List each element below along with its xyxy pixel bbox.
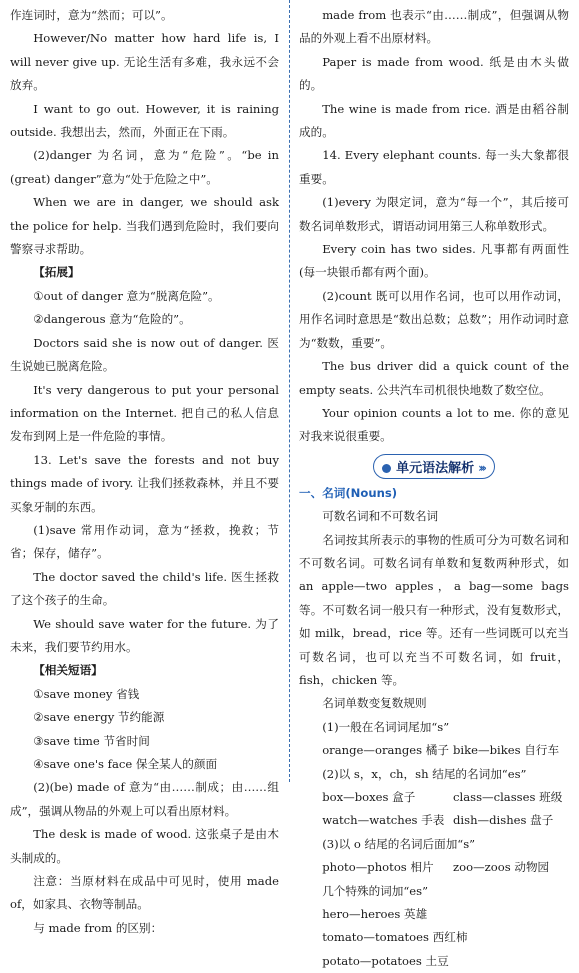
example-right: bike—bikes 自行车 bbox=[453, 743, 560, 758]
expand-heading: 【拓展】 bbox=[33, 265, 80, 280]
para: It's very dangerous to put your personal information on the Internet. 把自己的私人信息发布到网上是一件危险的事情。 bbox=[10, 382, 279, 444]
example-left: orange—oranges 橘子 bbox=[322, 743, 449, 758]
phrase-item: ④save one's face 保全某人的颜面 bbox=[33, 757, 218, 771]
grammar-banner-row bbox=[299, 449, 569, 482]
para: 作连词时，意为“然而；可以”。 bbox=[10, 8, 173, 22]
column-divider bbox=[289, 0, 290, 782]
para: (1)every 为限定词，意为“每一个”，其后接可数名词单数形式，谓语动词用第三人称单数形式。 bbox=[299, 195, 569, 233]
para: 可数名词和不可数名词 bbox=[322, 509, 439, 524]
para: ①out of danger 意为“脱离危险”。 bbox=[33, 288, 220, 303]
example-right: class—classes 班级 bbox=[453, 790, 563, 804]
example-line: hero—heroes 英雄 bbox=[322, 907, 428, 922]
para: However/No matter how hard life is, I will never give up. 无论生活有多难，我永远不会放弃。 bbox=[10, 31, 279, 93]
example-right: dish—dishes 盘子 bbox=[453, 813, 554, 828]
left-column bbox=[10, 4, 279, 940]
para: The bus driver did a quick count of the empty seats. 公共汽车司机很快地数了数空位。 bbox=[299, 359, 569, 397]
para: 13. Let's save the forests and not buy things made of ivory. 让我们拯救森林，并且不要买象牙制的东西。 bbox=[10, 452, 279, 514]
para: We should save water for the future. 为了未来，我们要节约用水。 bbox=[10, 616, 279, 654]
rule-line: (2)以 s，x，ch，sh 结尾的名词加“es” bbox=[322, 766, 527, 781]
phrase-item: ③save time 节省时间 bbox=[33, 733, 150, 748]
para: 14. Every elephant counts. 每一头大象都很重要。 bbox=[299, 148, 569, 186]
example-pair bbox=[299, 856, 569, 879]
para: (2)count 既可以用作名词，也可以用作动词，用作名词时意思是“数出总数；总数”；用作动词时意为“数数，重要”。 bbox=[299, 288, 569, 350]
double-chevron-right-icon: ››› bbox=[478, 460, 484, 475]
para: The desk is made of wood. 这张桌子是由木头制成的。 bbox=[10, 827, 279, 865]
para: I want to go out. However, it is raining outside. 我想出去，然而，外面正在下雨。 bbox=[10, 101, 279, 140]
example-left: box—boxes 盒子 bbox=[322, 790, 416, 804]
example-pair bbox=[299, 786, 569, 809]
para: The wine is made from rice. 酒是由稻谷制成的。 bbox=[299, 101, 569, 140]
grammar-banner bbox=[373, 454, 495, 479]
para: 名词单数变复数规则 bbox=[322, 696, 427, 711]
para: (1)一般在名词词尾加“s” bbox=[322, 719, 450, 734]
example-line: potato—potatoes 土豆 bbox=[322, 953, 449, 968]
para: Paper is made from wood. 纸是由木头做的。 bbox=[299, 54, 569, 93]
para: ②dangerous 意为“危险的”。 bbox=[33, 312, 191, 327]
para: (1)save 常用作动词，意为“拯救，挽救；节省；保存，储存”。 bbox=[10, 522, 279, 561]
para: 注意：当原材料在成品中可见时，使用 made of，如家具、衣物等制品。 bbox=[10, 874, 279, 912]
para: Every coin has two sides. 凡事都有两面性(每一块银币都有两个面)。 bbox=[299, 242, 569, 280]
phrase-item: ②save energy 节约能源 bbox=[33, 710, 165, 725]
phrases-heading: 【相关短语】 bbox=[33, 663, 103, 678]
para: The doctor saved the child's life. 医生拯救了这个孩子的生命。 bbox=[10, 569, 279, 608]
example-line: tomato—tomatoes 西红柿 bbox=[322, 930, 468, 945]
para: made from 也表示“由……制成”，但强调从物品的外观上看不出原材料。 bbox=[299, 8, 569, 46]
phrase-item: ①save money 省钱 bbox=[33, 686, 140, 701]
para: Your opinion counts a lot to me. 你的意见对我来说很重要。 bbox=[299, 405, 569, 444]
para: When we are in danger, we should ask the police for help. 当我们遇到危险时，我们要向警察寻求帮助。 bbox=[10, 195, 279, 257]
para: (2)(be) made of 意为“由……制成；由……组成”，强调从物品的外观上可以看出原材料。 bbox=[10, 780, 279, 818]
example-left: photo—photos 相片 bbox=[322, 860, 434, 875]
example-pair bbox=[299, 809, 569, 832]
para: (2)danger 为名词，意为“危险”。“be in (great) danger”意为“处于危险之中”。 bbox=[10, 148, 279, 186]
example-right: zoo—zoos 动物园 bbox=[453, 860, 550, 875]
rule-line: (3)以 o 结尾的名词后面加“s” bbox=[322, 836, 476, 851]
rule-line: 几个特殊的词加“es” bbox=[322, 883, 429, 898]
example-left: watch—watches 手表 bbox=[322, 813, 445, 828]
para: Doctors said she is now out of danger. 医生说她已脱离危险。 bbox=[10, 335, 279, 374]
para: 名词按其所表示的事物的性质可分为可数名词和不可数名词。可数名词有单数和复数两种形式，如 an apple—two apples，a bag—some bags 等。不可数名词一般只有一种形式，没有复数形式，如 milk，bread，rice 等。还有一些词既可以充当可数名词，也可以充当不可数名词，如 fruit，fish，chicken 等。 bbox=[299, 532, 569, 687]
right-column bbox=[299, 4, 569, 973]
para: 与 made from 的区别： bbox=[33, 920, 163, 935]
banner-label: 单元语法解析 bbox=[396, 460, 475, 476]
section-title: 一、名词(Nouns) bbox=[299, 485, 398, 500]
bullet-dot-icon bbox=[382, 464, 391, 473]
example-pair bbox=[299, 739, 569, 762]
